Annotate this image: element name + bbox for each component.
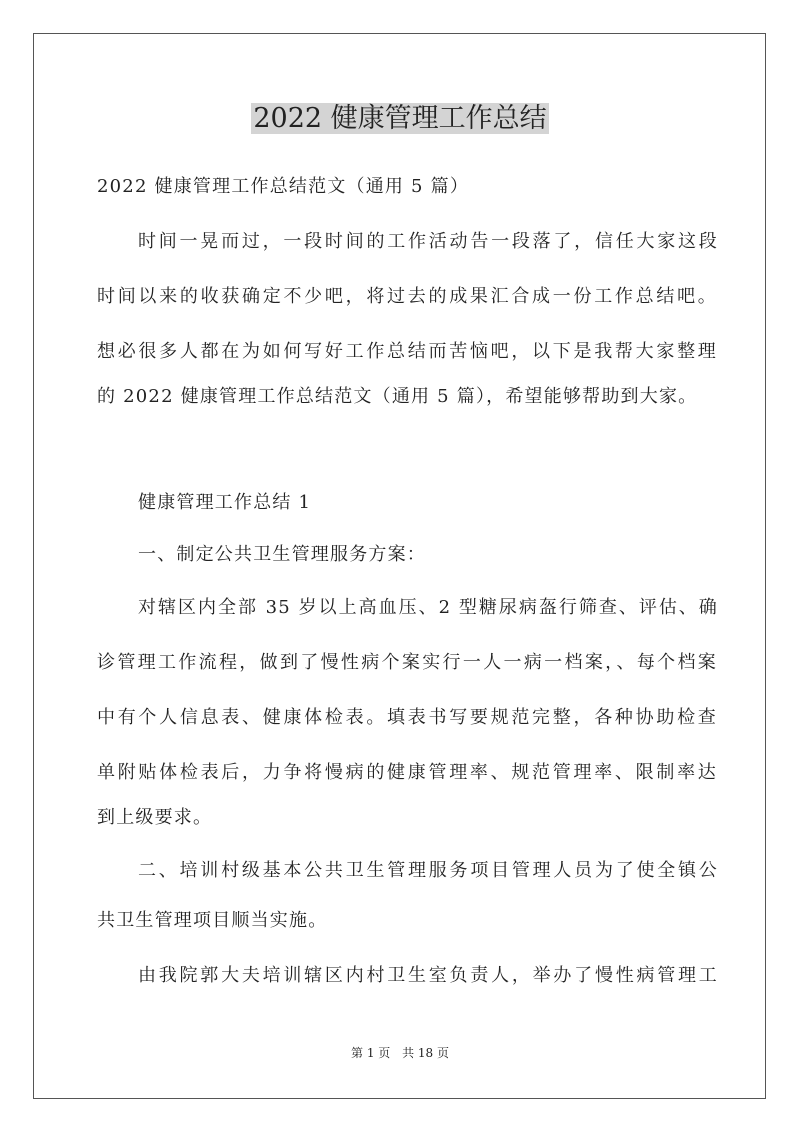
document-title [0, 99, 800, 139]
document-subtitle: 2022 健康管理工作总结范文（通用 5 篇） [97, 176, 470, 197]
page-footer [0, 1045, 800, 1061]
section-heading: 健康管理工作总结 1 [138, 492, 312, 513]
point1-line-1: 对辖区内全部 35 岁以上高血压、2 型糖尿病盔行筛查、评估、确 [138, 597, 718, 618]
point1-line-2: 诊管理工作流程，做到了慢性病个案实行一人一病一档案，、每个档案 [97, 652, 717, 673]
intro-line-1: 时间一晃而过，一段时间的工作活动告一段落了，信任大家这段 [138, 231, 718, 252]
point1-line-5: 到上级要求。 [97, 807, 213, 828]
document-title-text: 2022 健康管理工作总结 [253, 103, 547, 134]
intro-line-4: 的 2022 健康管理工作总结范文（通用 5 篇），希望能够帮助到大家。 [97, 386, 698, 407]
point1-line-3: 中有个人信息表、健康体检表。填表书写要规范完整，各种协助检查 [97, 707, 717, 728]
point3-line-1: 由我院郭大夫培训辖区内村卫生室负责人，举办了慢性病管理工 [138, 965, 718, 986]
point1-line-4: 单附贴体检表后，力争将慢病的健康管理率、规范管理率、限制率达 [97, 762, 717, 783]
point2-line-1: 二、培训村级基本公共卫生管理服务项目管理人员为了使全镇公 [138, 860, 718, 881]
page-total: 共 18 页 [402, 1046, 449, 1060]
point2-line-2: 共卫生管理项目顺当实施。 [97, 910, 328, 931]
intro-line-3: 想必很多人都在为如何写好工作总结而苦恼吧，以下是我帮大家整理 [97, 341, 717, 362]
point1-heading: 一、制定公共卫生管理服务方案： [138, 544, 426, 565]
page-number: 第 1 页 [351, 1046, 391, 1060]
intro-line-2: 时间以来的收获确定不少吧，将过去的成果汇合成一份工作总结吧。 [97, 286, 717, 307]
